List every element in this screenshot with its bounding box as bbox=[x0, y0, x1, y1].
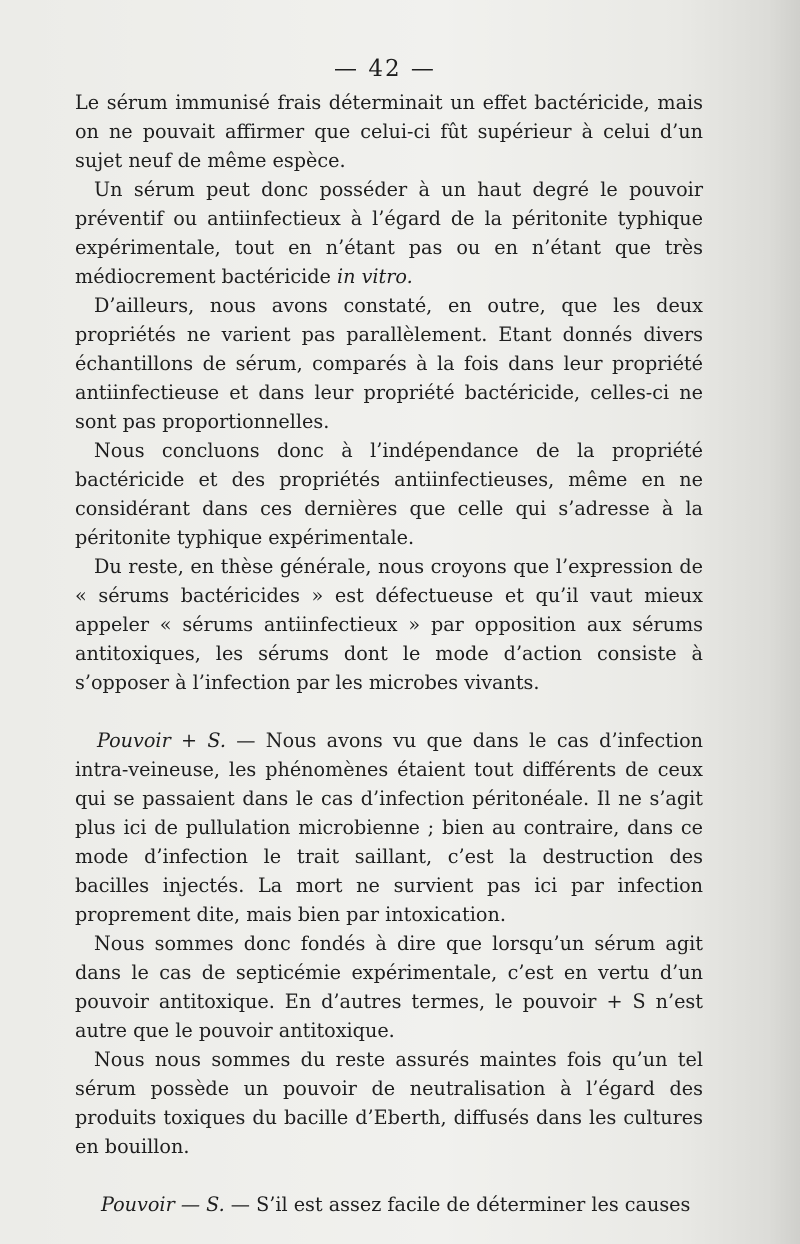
section-pouvoir-minus-s bbox=[75, 1190, 703, 1219]
paragraph-2 bbox=[75, 175, 703, 291]
section-heading-plus-s: Pouvoir + S. bbox=[97, 729, 226, 752]
section-text-plus-s: — Nous avons vu que dans le cas d’infection intra-veineuse, les phénomènes étaient tout différents de ceux qui se passaient dans le cas d’infection péritonéale. Il ne s’agit plus ici de pullulation microbienne ; bien au contraire, dans ce mode d’infection le trait saillant, c’est la destruction des bacilles injectés. La mort ne survient pas ici par infection proprement dite, mais bien par intoxication. bbox=[75, 729, 704, 926]
page-number: — 42 — bbox=[334, 56, 436, 82]
section-text-minus-s: — S’il est assez facile de déterminer les causes bbox=[224, 1193, 691, 1216]
paragraph-7: Nous sommes donc fondés à dire que lorsqu’un sérum agit dans le cas de septicémie expérimentale, c’est en vertu d’un pouvoir antitoxique. En d’autres termes, le pouvoir + S n’est autre que le pouvoir antitoxique. bbox=[75, 932, 703, 1042]
paragraph-4: Nous concluons donc à l’indépendance de la propriété bactéricide et des propriétés antiinfectieuses, même en ne considérant dans ces dernières que celle qui s’adresse à la péritonite typhique expérimentale. bbox=[75, 439, 703, 549]
section-heading-minus-s: Pouvoir — S. bbox=[101, 1193, 225, 1216]
paragraph-3: D’ailleurs, nous avons constaté, en outre, que les deux propriétés ne varient pas parallèlement. Etant donnés divers échantillons de sérum, comparés à la fois dans leur propriété antiinfectieuse et dans leur propriété bactéricide, celles-ci ne sont pas proportionnelles. bbox=[75, 294, 703, 433]
paragraph-1: Le sérum immunisé frais déterminait un effet bactéricide, mais on ne pouvait affirmer que celui-ci fût supérieur à celui d’un sujet neuf de même espèce. bbox=[75, 91, 703, 172]
paragraph-5: Du reste, en thèse générale, nous croyons que l’expression de « sérums bactéricides » est défectueuse et qu’il vaut mieux appeler « sérums antiinfectieux » par opposition aux sérums antitoxiques, les sérums dont le mode d’action consiste à s’opposer à l’infection par les microbes vivants. bbox=[75, 555, 703, 694]
paragraph-2-italic: in vitro. bbox=[336, 265, 413, 288]
paragraph-8: Nous nous sommes du reste assurés maintes fois qu’un tel sérum possède un pouvoir de neutralisation à l’égard des produits toxiques du bacille d’Eberth, diffusés dans les cultures en bouillon. bbox=[75, 1048, 703, 1158]
body-text bbox=[75, 88, 703, 1219]
section-pouvoir-plus-s bbox=[75, 726, 703, 929]
paragraph-2-text: Un sérum peut donc posséder à un haut degré le pouvoir préventif ou antiinfectieux à l’égard de la péritonite typhique expérimentale, tout en n’étant pas ou en n’étant que très médiocrement bactéricide bbox=[75, 178, 703, 288]
